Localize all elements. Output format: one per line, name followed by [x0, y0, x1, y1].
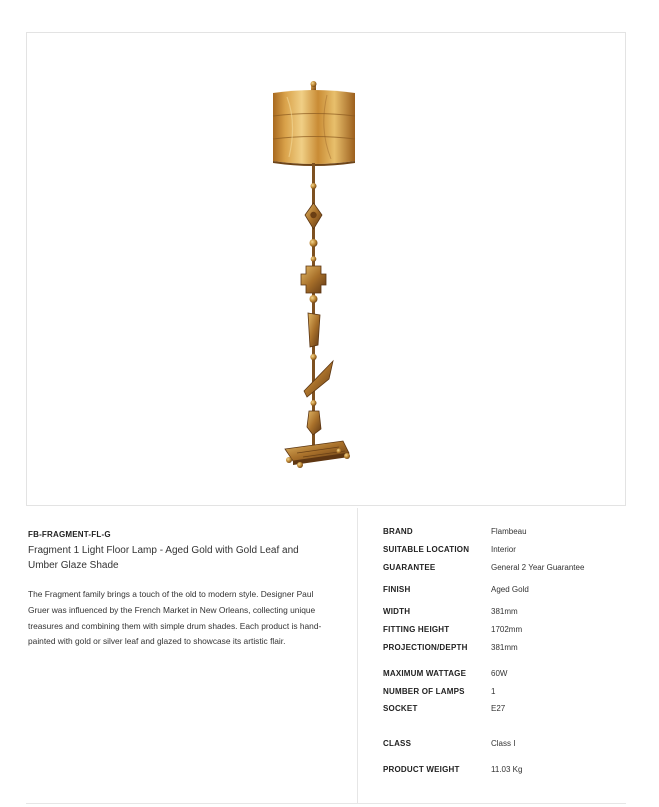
- spec-label-width: WIDTH: [383, 607, 411, 616]
- spec-label-number-of-lamps: NUMBER OF LAMPS: [383, 687, 465, 696]
- spec-value-finish: Aged Gold: [491, 585, 529, 594]
- spec-label-socket: SOCKET: [383, 704, 418, 713]
- spec-value-product-weight: 11.03 Kg: [491, 765, 523, 774]
- spec-value-socket: E27: [491, 704, 506, 713]
- spec-value-class: Class I: [491, 739, 516, 748]
- spec-label-maximum-wattage: MAXIMUM WATTAGE: [383, 669, 467, 678]
- spec-label-product-weight: PRODUCT WEIGHT: [383, 765, 460, 774]
- spec-label-suitable-location: SUITABLE LOCATION: [383, 545, 470, 554]
- product-image-lamp[interactable]: [27, 33, 627, 507]
- spec-label-brand: BRAND: [383, 527, 413, 536]
- spec-value-fitting-height: 1702mm: [491, 625, 523, 634]
- spec-label-fitting-height: FITTING HEIGHT: [383, 625, 450, 634]
- spec-value-projection-depth: 381mm: [491, 643, 518, 652]
- lamp-base: [285, 441, 350, 468]
- spec-label-projection-depth: PROJECTION/DEPTH: [383, 643, 468, 652]
- column-divider: [357, 508, 358, 804]
- lamp-shade: [273, 90, 355, 166]
- spec-value-suitable-location: Interior: [491, 545, 516, 554]
- spec-value-number-of-lamps: 1: [491, 687, 496, 696]
- spec-label-class: CLASS: [383, 739, 412, 748]
- spec-value-maximum-wattage: 60W: [491, 669, 508, 678]
- spec-value-width: 381mm: [491, 607, 518, 616]
- spec-label-guarantee: GUARANTEE: [383, 563, 436, 572]
- product-image-frame: [26, 32, 626, 506]
- bottom-divider: [26, 803, 626, 804]
- lamp-ornaments: [301, 183, 333, 435]
- product-description: The Fragment family brings a touch of the old to modern style. Designer Paul Gruer was influenced by the French Market in New Orleans, collecting unique treasures and combining them with simple drum shades. Each product is hand-painted with gold or silver leaf and glazed to showcase its artistic flair.: [28, 589, 322, 647]
- spec-label-finish: FINISH: [383, 585, 411, 594]
- spec-value-guarantee: General 2 Year Guarantee: [491, 563, 585, 572]
- product-title: Fragment 1 Light Floor Lamp - Aged Gold with Gold Leaf and Umber Glaze Shade: [28, 545, 299, 571]
- product-sku: FB-FRAGMENT-FL-G: [28, 530, 111, 539]
- spec-value-brand: Flambeau: [491, 527, 527, 536]
